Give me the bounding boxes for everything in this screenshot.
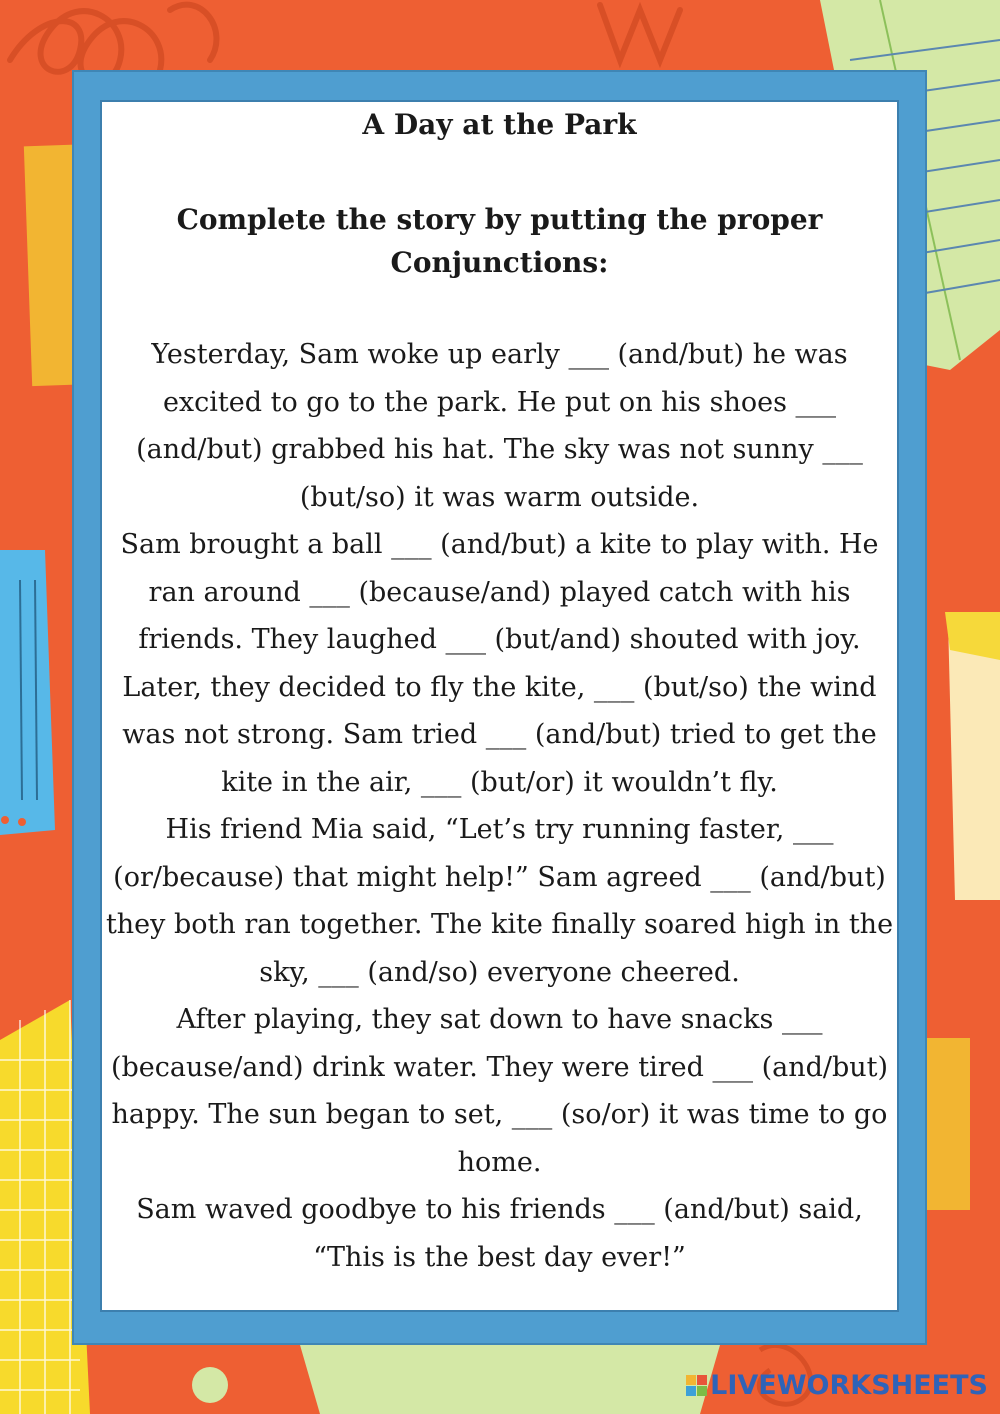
- story-paragraph: Sam waved goodbye to his friends ___ (and/but) said, “This is the best day ever!”: [136, 1194, 863, 1273]
- torn-paper-decoration: [0, 550, 55, 835]
- story-text: [102, 331, 897, 1281]
- page-title: A Day at the Park: [362, 108, 637, 141]
- instruction-text: Complete the story by putting the proper Conjunctions:: [176, 203, 823, 279]
- scribble-decoration: [170, 5, 216, 60]
- liveworksheets-logo: [686, 1368, 988, 1402]
- story-paragraph: After playing, they sat down to have snacks ___ (because/and) drink water. They were tired ___ (and/but) happy. The sun began to set, ___ (so/or) it was time to go home.: [110, 1004, 889, 1178]
- puzzle-decoration: [300, 1345, 720, 1414]
- scribble-decoration: [600, 5, 680, 60]
- logo-text: LIVEWORKSHEETS: [710, 1369, 988, 1401]
- note-decoration: [948, 620, 1000, 900]
- story-paragraph: Sam brought a ball ___ (and/but) a kite to play with. He ran around ___ (because/and) played catch with his friends. They laughed ___ (but/and) shouted with joy. Later, they decided to fly the kite, ___ (but/so) the wind was not strong. Sam tried ___ (and/but) tried to get the kite in the air, ___ (but/or) it wouldn’t fly.: [120, 529, 879, 798]
- story-paragraph: His friend Mia said, “Let’s try running faster, ___ (or/because) that might help!” Sam agreed ___ (and/but) they both ran together. The kite finally soared high in the sky, ___ (and/so) everyone cheered.: [105, 814, 894, 988]
- story-paragraph: Yesterday, Sam woke up early ___ (and/but) he was excited to go to the park. He put on his shoes ___ (and/but) grabbed his hat. The sky was not sunny ___ (but/so) it was warm outside.: [136, 339, 863, 513]
- liveworksheets-icon: [686, 1375, 707, 1396]
- worksheet-page: [100, 100, 899, 1312]
